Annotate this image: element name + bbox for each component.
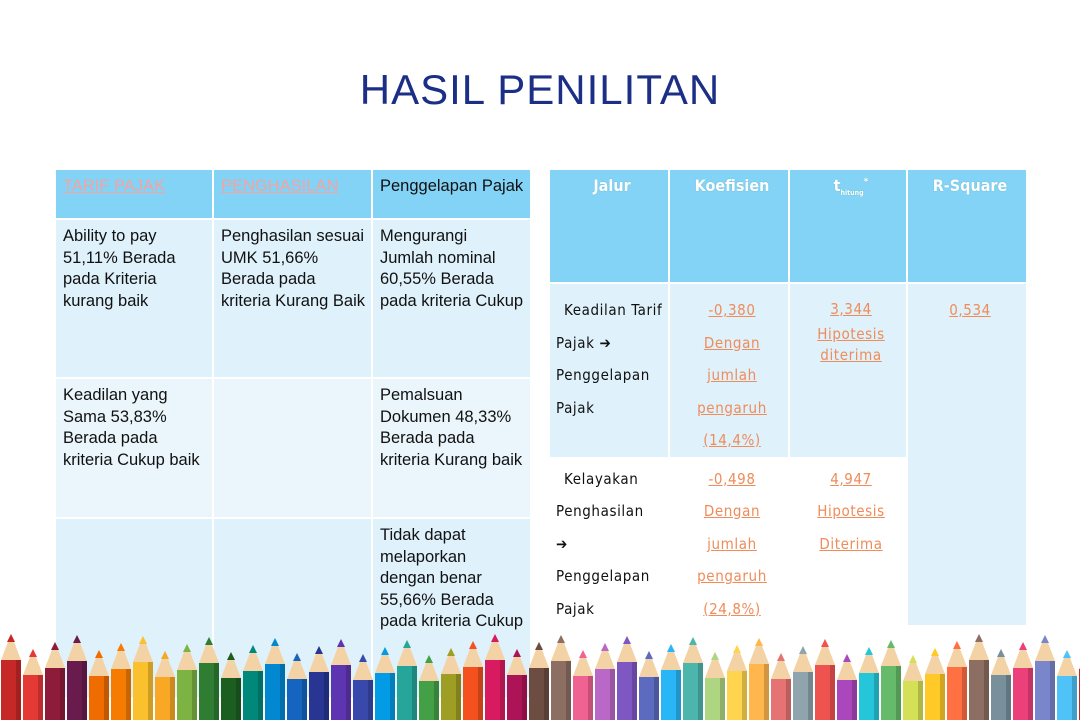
header-t-hitung: $t_{hitung}^*$ bbox=[789, 169, 907, 283]
header-tarif-pajak: TARIF PAJAK bbox=[55, 169, 213, 219]
header-koefisien: Koefisien bbox=[669, 169, 789, 283]
table-cell-t-hitung: 4,947 Hipotesis Diterima bbox=[789, 458, 907, 627]
table-cell-koefisien: -0,498 Dengan jumlah pengaruh (24,8%) bbox=[669, 458, 789, 627]
results-table-left bbox=[54, 168, 532, 699]
header-penghasilan: PENGHASILAN bbox=[213, 169, 372, 219]
colored-pencils-decoration bbox=[0, 628, 1080, 720]
table-cell: Tidak dapat melaporkan dengan benar 55,66% Berada pada kriteria Cukup bbox=[372, 518, 531, 698]
table-cell: Ability to pay 51,11% Berada pada Kriteria kurang baik bbox=[55, 219, 213, 378]
table-cell-jalur: Keadilan Tarif Pajak ➔ Penggelapan Pajak bbox=[549, 283, 669, 458]
results-table-right bbox=[548, 168, 1028, 627]
table-cell: Pemalsuan Dokumen 48,33% Berada pada kriteria Kurang baik bbox=[372, 378, 531, 518]
table-header-row bbox=[55, 169, 531, 219]
header-r-square: R-Square bbox=[907, 169, 1027, 283]
table-cell: Keadilan yang Sama 53,83% Berada pada kriteria Cukup baik bbox=[55, 378, 213, 518]
page-title: HASIL PENILITAN bbox=[359, 66, 721, 113]
table-cell-jalur: Kelayakan Penghasilan ➔ Penggelapan Pajak bbox=[549, 458, 669, 627]
table-cell-t-hitung: 3,344 Hipotesis diterima bbox=[789, 283, 907, 458]
header-penggelapan-pajak: Penggelapan Pajak bbox=[372, 169, 531, 219]
table-cell: Mengurangi Jumlah nominal 60,55% Berada pada kriteria Cukup bbox=[372, 219, 531, 378]
table-cell: Penghasilan sesuai UMK 51,66% Berada pada kriteria Kurang Baik bbox=[213, 219, 372, 378]
table-cell bbox=[213, 378, 372, 518]
table-row bbox=[55, 378, 531, 518]
header-jalur: Jalur bbox=[549, 169, 669, 283]
table-row bbox=[549, 283, 1027, 458]
table-row bbox=[55, 219, 531, 378]
table-cell-r-square: 0,534 bbox=[907, 283, 1027, 626]
table-cell-koefisien: -0,380 Dengan jumlah pengaruh (14,4%) bbox=[669, 283, 789, 458]
table-header-row bbox=[549, 169, 1027, 283]
